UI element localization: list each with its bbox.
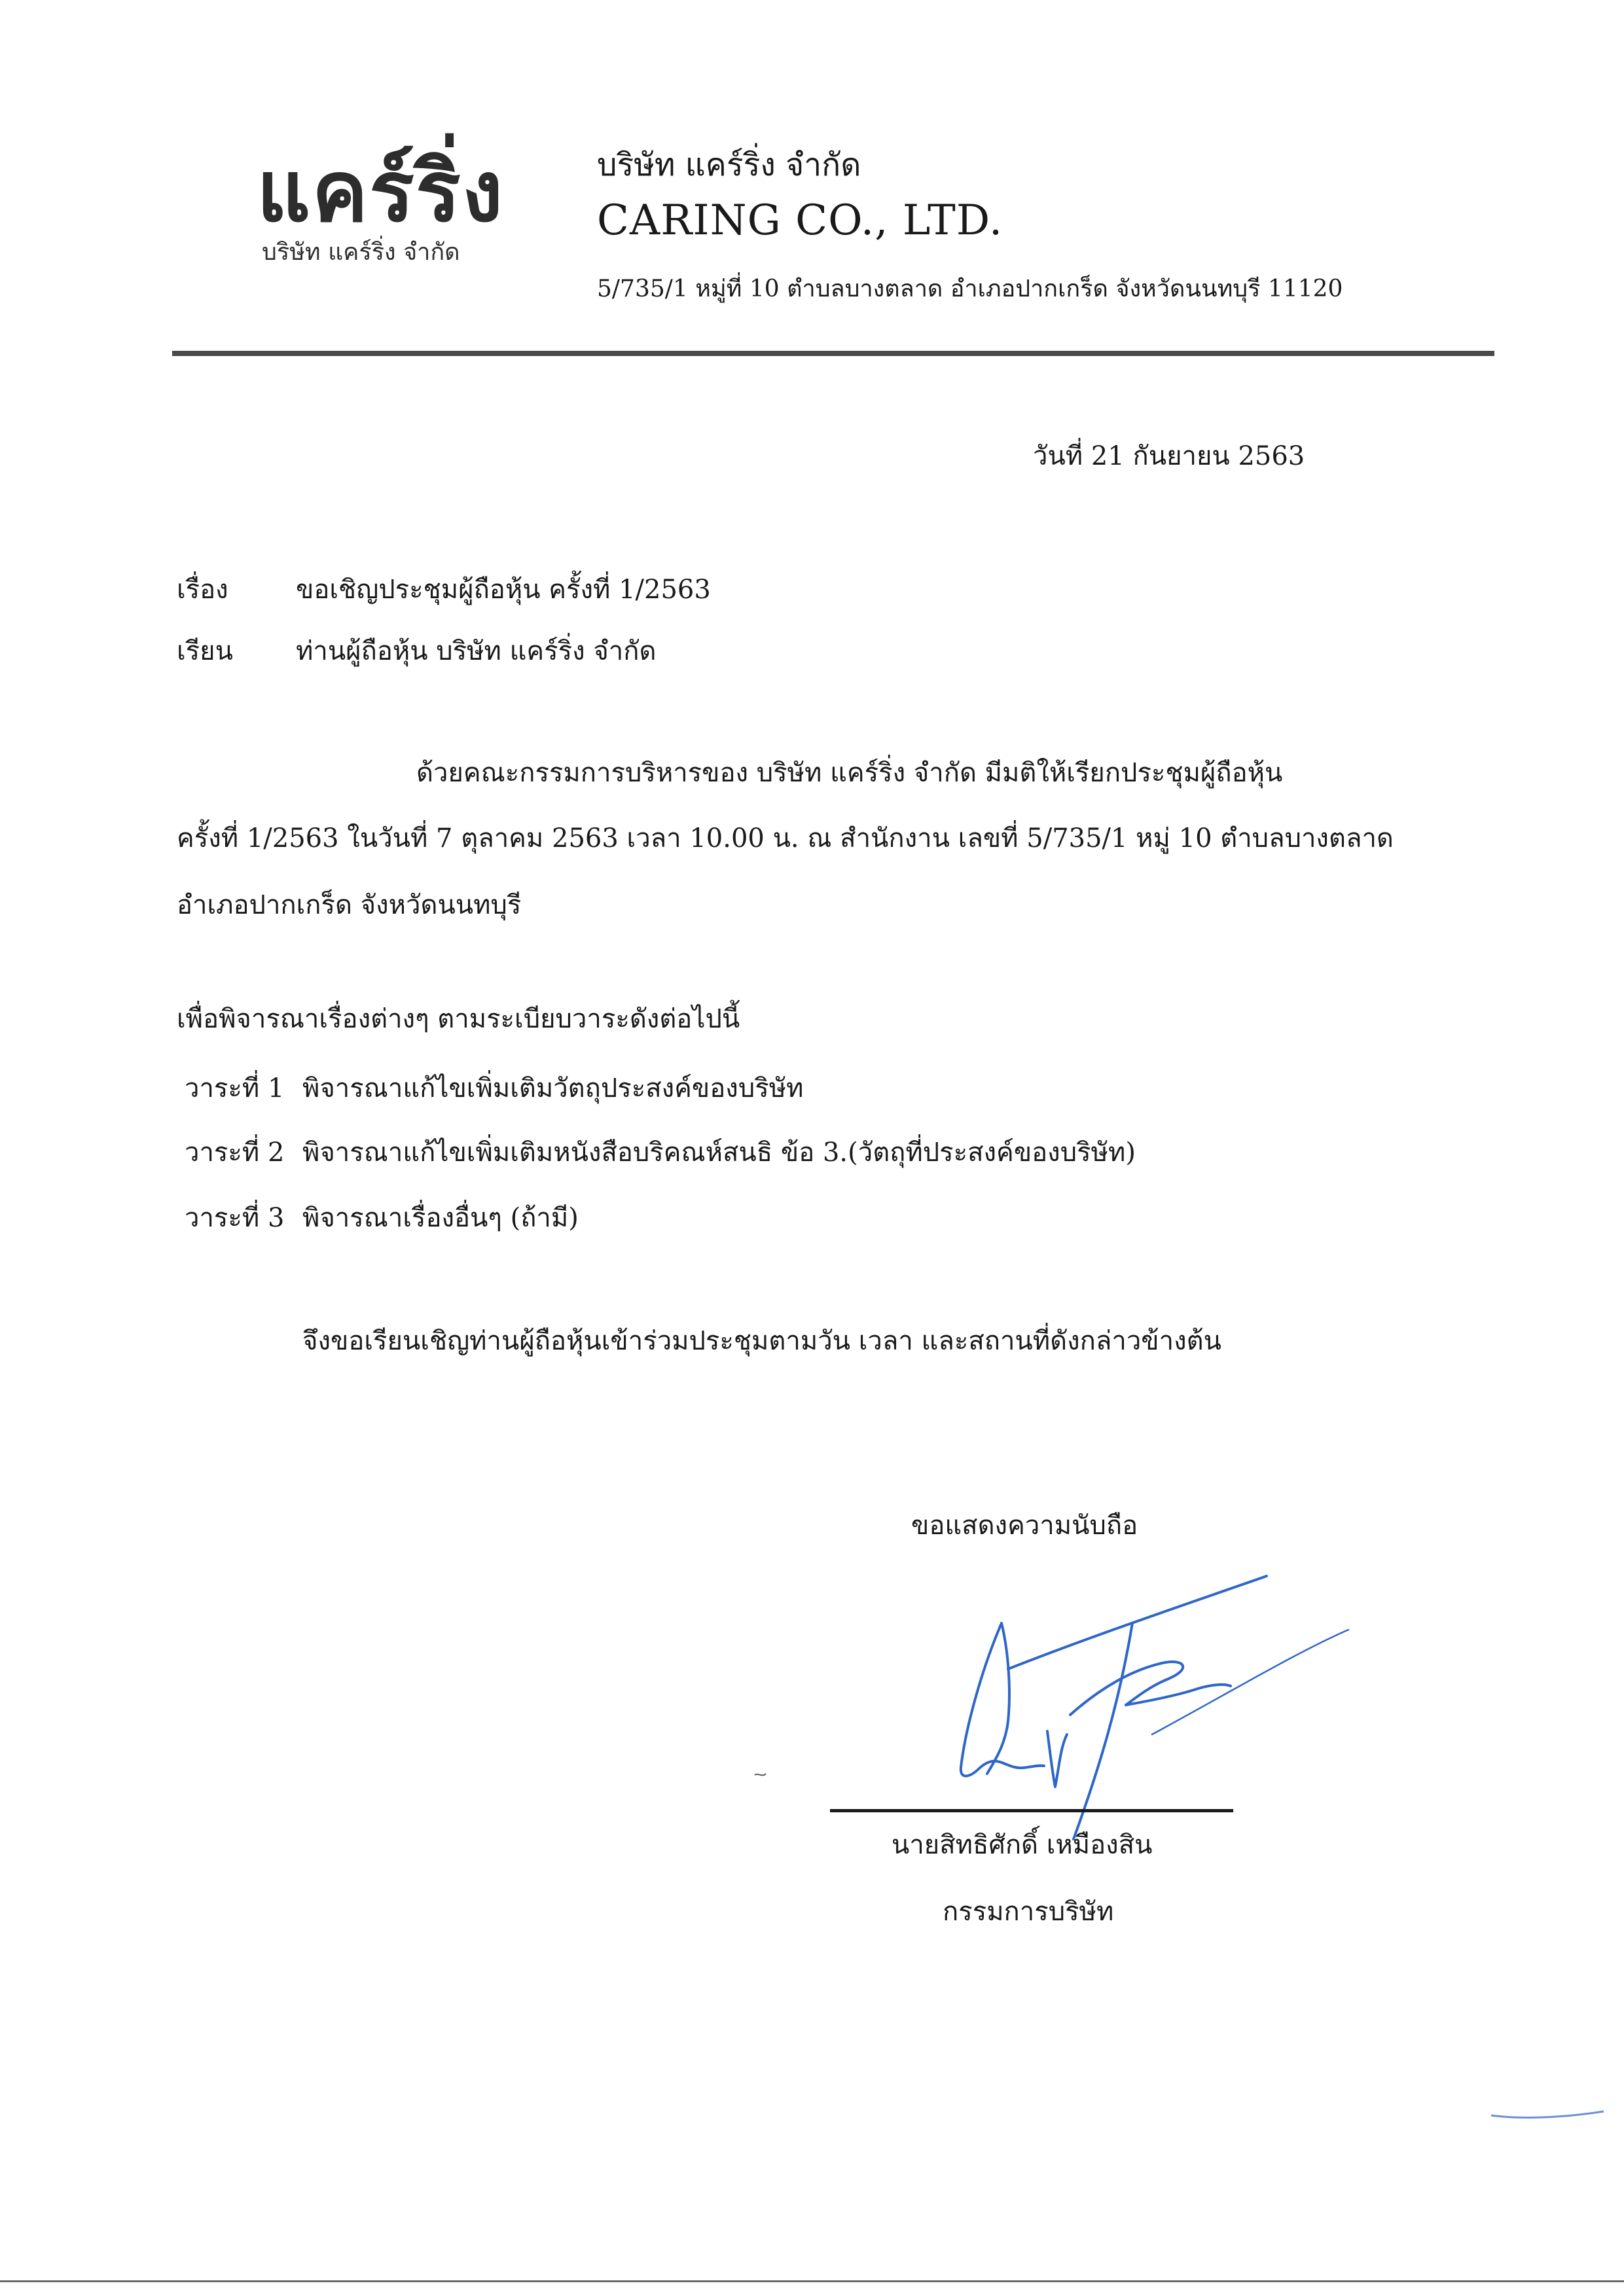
agenda-item-text: พิจารณาเรื่องอื่นๆ (ถ้ามี) bbox=[302, 1203, 579, 1233]
pen-stroke-mark bbox=[1489, 2101, 1606, 2127]
page-bottom-edge bbox=[0, 2280, 1624, 2282]
stray-mark bbox=[753, 1770, 768, 1780]
company-address: 5/735/1 หมู่ที่ 10 ตำบลบางตลาด อำเภอปากเกร็ด จังหวัดนนทบุรี 11120 bbox=[597, 276, 1343, 302]
company-logo-subtitle: บริษัท แคร์ริ่ง จำกัด bbox=[262, 239, 460, 266]
company-name-thai: บริษัท แคร์ริ่ง จำกัด bbox=[597, 147, 861, 183]
agenda-item-text: พิจารณาแก้ไขเพิ่มเติมวัตถุประสงค์ของบริษัท bbox=[302, 1073, 804, 1103]
company-name-english: CARING CO., LTD. bbox=[597, 196, 1003, 245]
recipient-value: ท่านผู้ถือหุ้น บริษัท แคร์ริ่ง จำกัด bbox=[296, 636, 657, 666]
letterhead-divider bbox=[172, 351, 1494, 356]
company-logo: แคร์ริ่ง bbox=[257, 143, 505, 241]
agenda-item-label: วาระที่ 2 bbox=[185, 1138, 285, 1168]
agenda-intro: เพื่อพิจารณาเรื่องต่างๆ ตามระเบียบวาระดังต่อไปนี้ bbox=[177, 1004, 740, 1034]
body-paragraph-line: ด้วยคณะกรรมการบริหารของ บริษัท แคร์ริ่ง จำกัด มีมติให้เรียกประชุมผู้ถือหุ้น bbox=[416, 758, 1283, 788]
letter-date: วันที่ 21 กันยายน 2563 bbox=[1033, 441, 1305, 471]
body-paragraph-line: ครั้งที่ 1/2563 ในวันที่ 7 ตุลาคม 2563 เวลา 10.00 น. ณ สำนักงาน เลขที่ 5/735/1 หมู่ 10 ตำบลบางตลาด bbox=[177, 823, 1394, 853]
agenda-item-label: วาระที่ 1 bbox=[185, 1073, 285, 1103]
subject-value: ขอเชิญประชุมผู้ถือหุ้น ครั้งที่ 1/2563 bbox=[296, 575, 711, 605]
closing-regards: ขอแสดงความนับถือ bbox=[911, 1511, 1138, 1541]
signer-title: กรรมการบริษัท bbox=[943, 1897, 1114, 1927]
subject-label: เรื่อง bbox=[177, 575, 228, 605]
agenda-item-label: วาระที่ 3 bbox=[185, 1203, 285, 1233]
agenda-item-text: พิจารณาแก้ไขเพิ่มเติมหนังสือบริคณห์สนธิ ข้อ 3.(วัตถุที่ประสงค์ของบริษัท) bbox=[302, 1138, 1136, 1168]
signer-name: นายสิทธิศักดิ์ เหมืองสิน bbox=[892, 1830, 1153, 1860]
recipient-label: เรียน bbox=[177, 636, 233, 666]
handwritten-signature bbox=[903, 1571, 1375, 1846]
closing-paragraph: จึงขอเรียนเชิญท่านผู้ถือหุ้นเข้าร่วมประชุมตามวัน เวลา และสถานที่ดังกล่าวข้างต้น bbox=[302, 1326, 1221, 1356]
body-paragraph-line: อำเภอปากเกร็ด จังหวัดนนทบุรี bbox=[177, 890, 522, 920]
signature-line bbox=[830, 1809, 1233, 1812]
